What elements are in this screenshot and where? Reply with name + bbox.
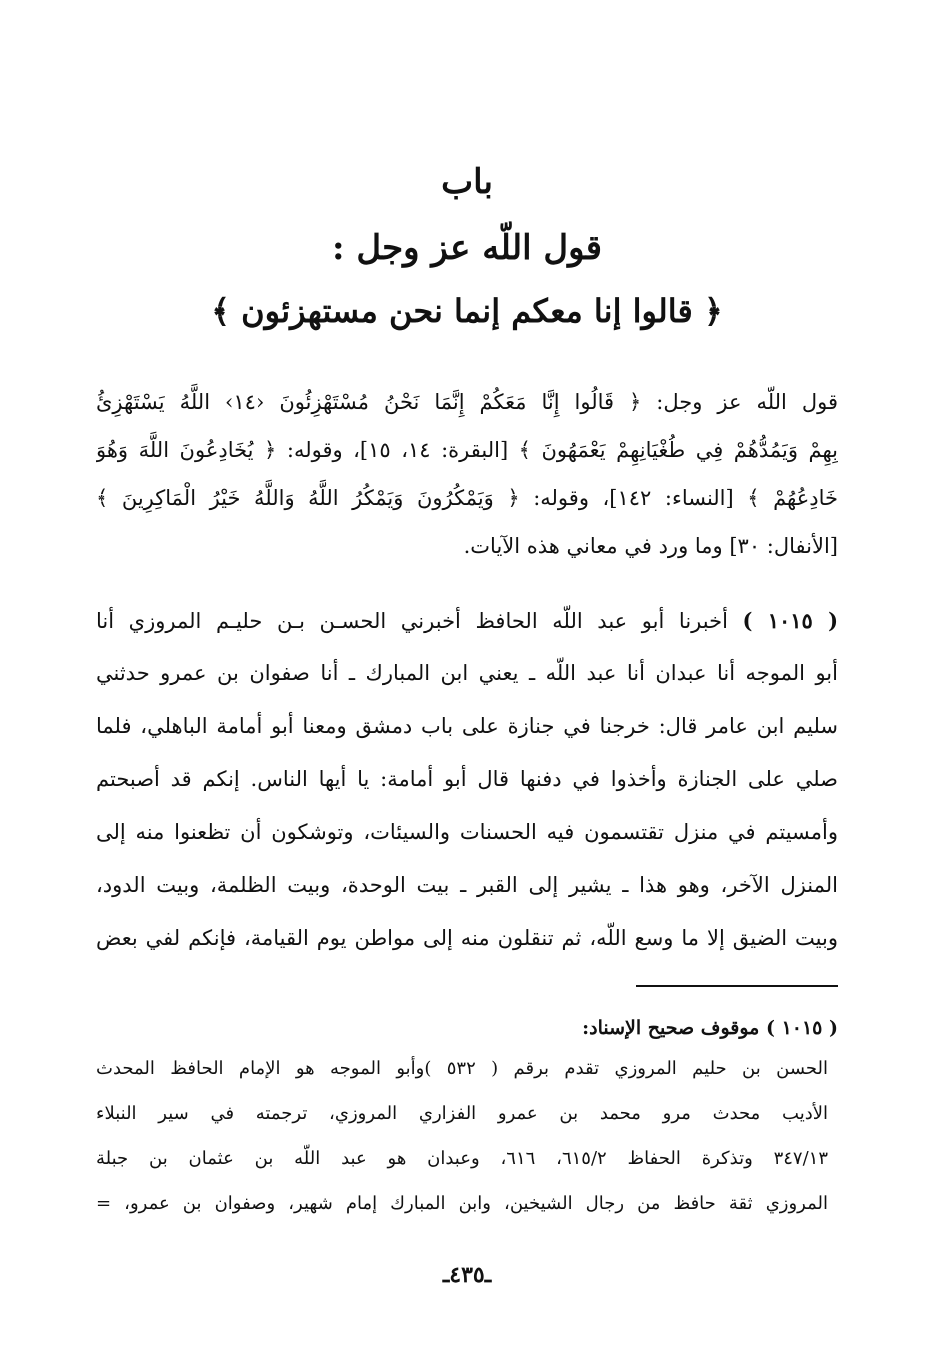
intro-paragraph bbox=[96, 378, 838, 570]
chapter-label: باب bbox=[441, 162, 493, 202]
chapter-title: قول اللّه عز وجل : bbox=[332, 228, 602, 268]
hadith-number: ( ١٠١٥ ) bbox=[742, 608, 838, 633]
footnote-divider bbox=[636, 985, 838, 987]
intro-line: قول اللّه عز وجل: ﴿ قَالُوا إِنَّا مَعَكُمْ إِنَّمَا نَحْنُ مُسْتَهْزِئُونَ ‹١٤› اللَّهُ يَسْتَهْزِئُ bbox=[96, 390, 838, 414]
hadith-line: أبو الموجه أنا عبدان أنا عبد اللّه ـ يعني ابن المبارك ـ أنا صفوان بن عمرو حدثني bbox=[96, 661, 838, 685]
hadith-paragraph bbox=[96, 594, 838, 965]
hadith-line: سليم ابن عامر قال: خرجنا في جنازة على باب دمشق ومعنا أبو أمامة الباهلي، فلما bbox=[96, 714, 838, 738]
footnote bbox=[96, 1010, 838, 1226]
hadith-first-line bbox=[96, 594, 838, 647]
page-number: ـ٤٣٥ـ bbox=[442, 1262, 492, 1288]
footnote-line: ٣٤٧/١٣ وتذكرة الحفاظ ٦١٥/٢، ٦١٦، وعبدان هو عبد اللّه بن عثمان بن جبلة bbox=[96, 1148, 828, 1169]
hadith-line: وبيت الضيق إلا ما وسع اللّه، ثم تنقلون منه إلى مواطن يوم القيامة، فإنكم لفي بعض bbox=[96, 926, 838, 950]
hadith-line: صلي على الجنازة وأخذوا في دفنها قال أبو أمامة: يا أيها الناس. إنكم قد أصبحتم bbox=[96, 767, 838, 791]
footnote-title: ( ١٠١٥ ) موقوف صحيح الإسناد: bbox=[582, 1017, 838, 1039]
footnote-line: الأديب محدث مرو محمد بن عمرو الفزاري المروزي، ترجمته في سير النبلاء bbox=[96, 1103, 828, 1124]
intro-line: بِهِمْ وَيَمُدُّهُمْ فِي طُغْيَانِهِمْ يَعْمَهُونَ ﴾ [البقرة: ١٤، ١٥]، وقوله: ﴿ يُخَادِعُونَ اللَّهَ وَهُوَ bbox=[96, 438, 838, 462]
hadith-line: وأمسيتم في منزل تقتسمون فيه الحسنات والسيئات، وتوشكون أن تظعنوا منه إلى bbox=[96, 820, 838, 844]
hadith-line: المنزل الآخر، وهو هذا ـ يشير إلى القبر ـ بيت الوحدة، وبيت الظلمة، وبيت الدود، bbox=[96, 873, 838, 897]
intro-line: [الأنفال: ٣٠] وما ورد في معاني هذه الآيات. bbox=[463, 534, 838, 558]
footnote-line: المروزي ثقة حافظ من رجال الشيخين، وابن المبارك إمام شهير، وصفوان بن عمرو، = bbox=[96, 1193, 828, 1214]
chapter-verse-title: ﴿ قالوا إنا معكم إنما نحن مستهزئون ﴾ bbox=[211, 292, 723, 330]
intro-line: خَادِعُهُمْ ﴾ [النساء: ١٤٢]، وقوله: ﴿ وَيَمْكُرُونَ وَيَمْكُرُ اللَّهُ وَاللَّهُ خَيْرُ الْمَاكِرِينَ ﴾ bbox=[96, 486, 838, 510]
footnote-line: الحسن بن حليم المروزي تقدم برقم ( ٥٣٢ )وأبو الموجه هو الإمام الحافظ المحدث bbox=[96, 1058, 828, 1079]
hadith-first-line-text: أخبرنا أبو عبد اللّه الحافظ أخبرني الحسـن بـن حليـم المروزي أنا bbox=[96, 609, 728, 633]
